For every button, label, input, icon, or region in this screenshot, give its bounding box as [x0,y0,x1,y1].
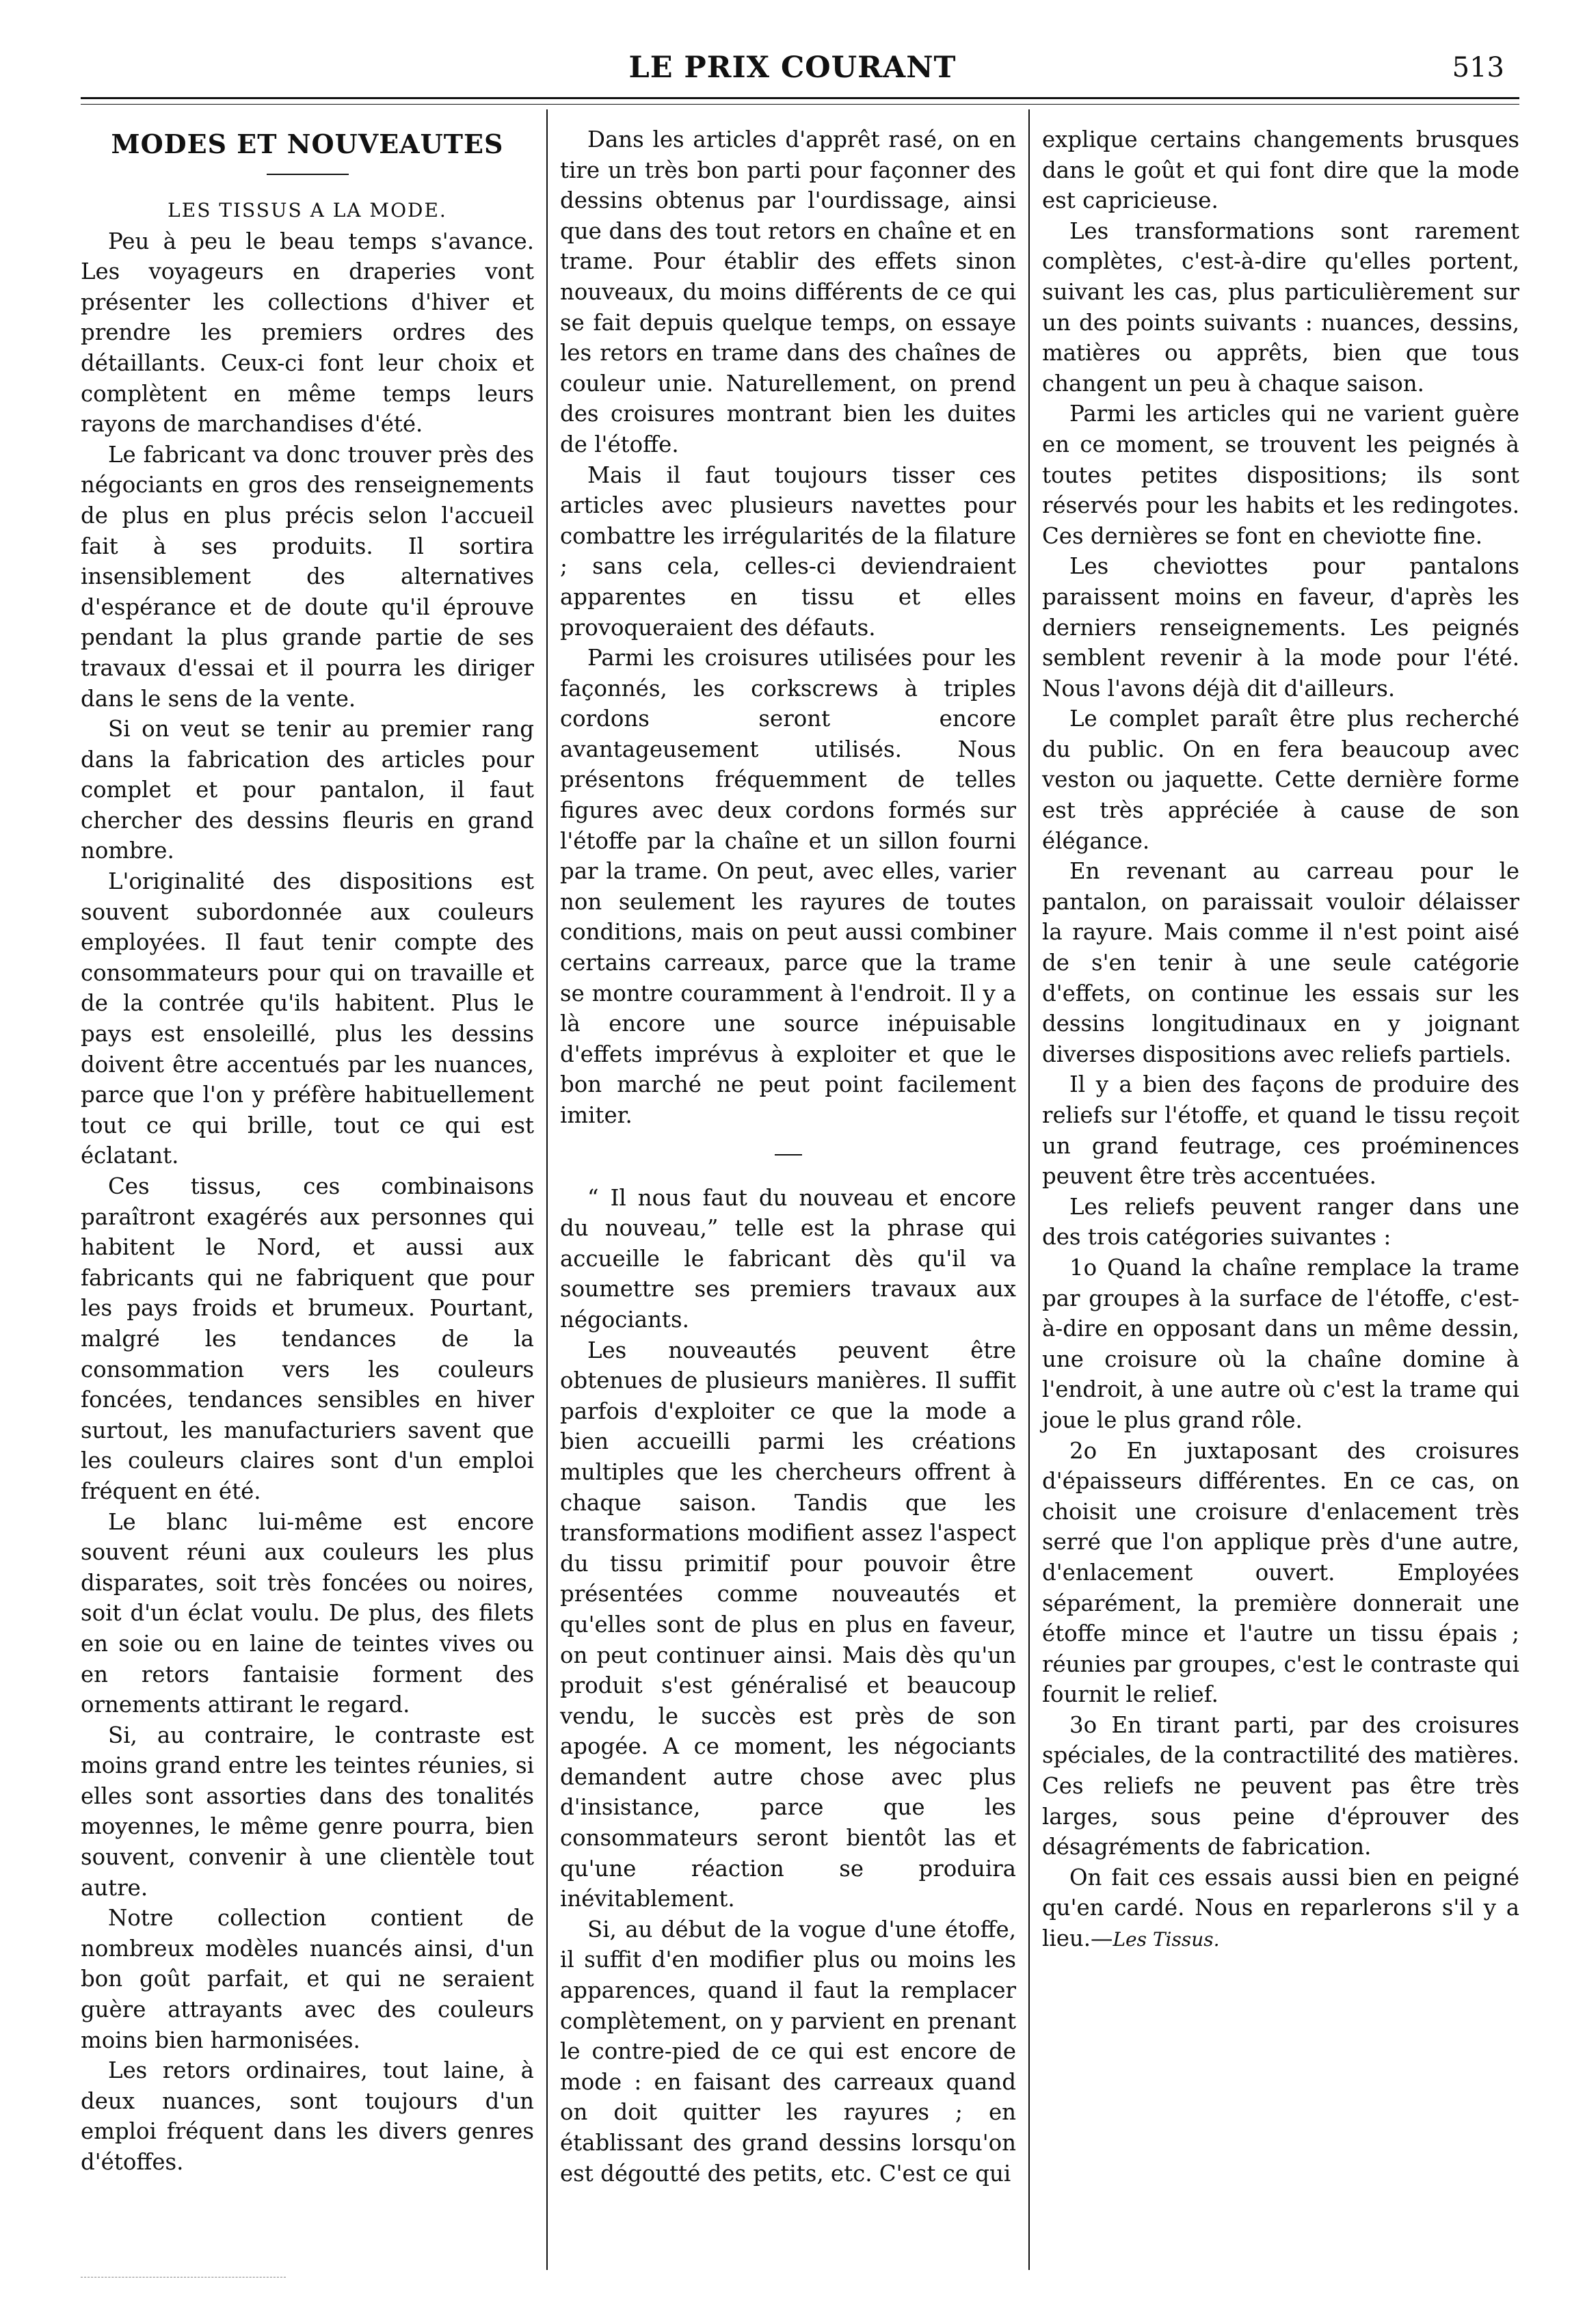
title-rule [267,174,349,175]
paragraph: Le fabricant va donc trouver près des négociants en gros des renseignements de plus en plus précis selon l'accueil fait à ses produits. Il sortira insensiblement des alternatives d'espérance et de doute qu'il éprouve pendant la plus grande partie de ses travaux d'essai et il pourra les diriger dans le sens de la vente. [81,441,534,712]
paragraph: Dans les articles d'apprêt rasé, on en tire un très bon parti pour façonner des dessins obtenus par l'ourdissage, ainsi que dans des tout retors en chaîne et en trame. Pour établir des effets sinon nouveaux, du moins différents de ce qui se fait depuis quelque temps, on essaye les retors en trame dans des chaînes de couleur unie. Naturellement, on prend des croisures montrant bien les duites de l'étoffe. [560,126,1016,457]
paragraph: “ Il nous faut du nouveau et encore du nouveau,” telle est la phrase qui accueille le fabricant dès qu'il va soumettre ses premiers travaux aux négociants. [560,1184,1016,1333]
page-number: 513 [1452,52,1504,83]
paragraph: 1o Quand la chaîne remplace la trame par groupes à la surface de l'étoffe, c'est-à-dire en opposant dans un même dessin, une croisure où la chaîne domine à l'endroit, à une autre où c'est la trame qui joue le plus grand rôle. [1042,1254,1519,1433]
section-separator [775,1154,802,1156]
paragraph: Si, au contraire, le contraste est moins grand entre les teintes réunies, si elles sont assorties dans des tonalités moyennes, le même genre pourra, bien souvent, convenir à une clientèle tout autre. [81,1722,534,1901]
article-signature: Les Tissus. [1113,1928,1220,1951]
paragraph: Parmi les articles qui ne varient guère en ce moment, se trouvent les peignés à toutes petites dispositions; ils sont réservés pour les habits et les redingotes. Ces dernières se font en cheviotte fine. [1042,401,1519,549]
paragraph: Les nouveautés peuvent être obtenues de plusieurs manières. Il suffit parfois d'exploiter ce que la mode a bien accueilli parmi les créations multiples que les chercheurs offrent à chaque saison. Tandis que les transformations modifient assez l'aspect du tissu primitif pour pouvoir être présentées comme nouveautés et qu'elles sont de plus en plus en faveur, on peut continuer ainsi. Mais dès qu'un produit s'est généralisé et beaucoup vendu, le succès est près de son apogée. A ce moment, les négociants demandent autre chose avec plus d'insistance, parce que les consommateurs seront bientôt las et qu'une réaction se produira inévitablement. [560,1337,1016,1912]
paragraph: 3o En tirant parti, par des croisures spéciales, de la contractilité des matières. Ces reliefs ne peuvent pas être très larges, sous peine d'éprouver des désagréments de fabrication. [1042,1711,1519,1860]
paragraph-final [1042,1862,1519,1955]
column-3 [1030,109,1519,2270]
paragraph: Ces tissus, ces combinaisons paraîtront exagérés aux personnes qui habitent le Nord, et aussi aux fabricants qui ne fabriquent que pour les pays froids et brumeux. Pourtant, malgré les tendances de la consommation vers les couleurs foncées, tendances sensibles en hiver surtout, les manufacturiers savent que les couleurs claires sont d'un emploi fréquent en été. [81,1173,534,1504]
paragraph: Le complet paraît être plus recherché du public. On en fera beaucoup avec veston ou jaquette. Cette dernière forme est très appréciée à cause de son élégance. [1042,706,1519,854]
paragraph: Il y a bien des façons de produire des reliefs sur l'étoffe, et quand le tissu reçoit un grand feutrage, ces proéminences peuvent être très accentuées. [1042,1071,1519,1190]
paragraph: Mais il faut toujours tisser ces articles avec plusieurs navettes pour combattre les irrégularités de la filature ; sans cela, celles-ci deviendraient apparentes en tissu et elles provoqueraient des défauts. [560,462,1016,641]
page-header [0,0,1585,103]
header-rule-thin [81,104,1519,105]
paragraph: 2o En juxtaposant des croisures d'épaisseurs différentes. En ce cas, on choisit une croisure d'enlacement très serré que l'on applique près d'une autre, d'enlacement ouvert. Employées séparément, la première donnerait une étoffe mince et l'autre un tissu épais ; réunies par groupes, c'est le contraste qui fournit le relief. [1042,1437,1519,1708]
column-1 [81,109,548,2270]
paragraph: Parmi les croisures utilisées pour les façonnés, les corkscrews à triples cordons seront encore avantageusement utilisés. Nous présentons fréquemment de telles figures avec deux cordons formés sur l'étoffe par la chaîne et un sillon fourni par la trame. On peut, avec elles, varier non seulement les rayures de toutes conditions, mais on peut aussi combiner certains carreaux, parce que la trame se montre couramment à l'endroit. Il y a là encore une source inépuisable d'effets imprévus à exploiter et que le bon marché ne peut point facilement imiter. [560,645,1016,1128]
header-rule [81,97,1519,99]
paragraph: Les retors ordinaires, tout laine, à deux nuances, sont toujours d'un emploi fréquent dans les divers genres d'étoffes. [81,2057,534,2175]
final-text: On fait ces essais aussi bien en peigné qu'en cardé. Nous en reparlerons s'il y a lieu.— [1042,1864,1519,1952]
paragraph: L'originalité des dispositions est souvent subordonnée aux couleurs employées. Il faut tenir compte des consommateurs pour qui on travaille et de la contrée qu'ils habitent. Plus le pays est ensoleillé, plus les dessins doivent être accentués par les nuances, parce que l'on y préfère habituellement tout ce qui brille, tout ce qui est éclatant. [81,868,534,1169]
column-2 [548,109,1030,2270]
paragraph: Le blanc lui-même est encore souvent réuni aux couleurs les plus disparates, soit très foncées ou noires, soit d'un éclat voulu. De plus, des filets en soie ou en laine de teintes vives ou en retors fantaisie forment des ornements attirant le regard. [81,1508,534,1718]
running-title: LE PRIX COURANT [628,51,957,85]
paragraph: En revenant au carreau pour le pantalon, on paraissait vouloir délaisser la rayure. Mais comme il n'est point aisé de s'en tenir à une seule catégorie d'effets, on continue les essais sur les dessins longitudinaux en y joignant diverses dispositions avec reliefs partiels. [1042,858,1519,1067]
paragraph: Les transformations sont rarement complètes, c'est-à-dire qu'elles portent, suivant les cas, plus particulièrement sur un des points suivants : nuances, dessins, matières ou apprêts, bien que tous changent un peu à chaque saison. [1042,217,1519,397]
footer-rule [81,2277,286,2278]
paragraph: Les cheviottes pour pantalons paraissent moins en faveur, d'après les derniers renseignements. Les peignés semblent revenir à la mode pour l'été. Nous l'avons déjà dit d'ailleurs. [1042,553,1519,702]
paragraph: Peu à peu le beau temps s'avance. Les voyageurs en draperies vont présenter les collections d'hiver et prendre les premiers ordres des détaillants. Ceux-ci font leur choix et complètent en même temps leurs rayons de marchandises d'été. [81,228,534,438]
paragraph: Si on veut se tenir au premier rang dans la fabrication des articles pour complet et pour pantalon, il faut chercher des dessins fleuris en grand nombre. [81,716,534,864]
paragraph: Si, au début de la vogue d'une étoffe, il suffit d'en modifier plus ou moins les apparences, quand il faut la remplacer complètement, on y parvient en prenant le contre-pied de ce qui est encore de mode : en faisant des carreaux quand on doit quitter les rayures ; en établissant des grand dessins lorsqu'on est dégoutté des petits, etc. C'est ce qui [560,1916,1016,2187]
article-subtitle: LES TISSUS A LA MODE. [168,199,447,222]
paragraph-continued: explique certains changements brusques dans le goût et qui font dire que la mode est capricieuse. [1042,126,1519,214]
article-columns [81,109,1519,2270]
paragraph: Notre collection contient de nombreux modèles nuancés ainsi, d'un bon goût parfait, et qui ne seraient guère attrayants avec des couleurs moins bien harmonisées. [81,1905,534,2053]
paragraph: Les reliefs peuvent ranger dans une des trois catégories suivantes : [1042,1193,1519,1251]
section-title: MODES ET NOUVEAUTES [111,129,504,159]
